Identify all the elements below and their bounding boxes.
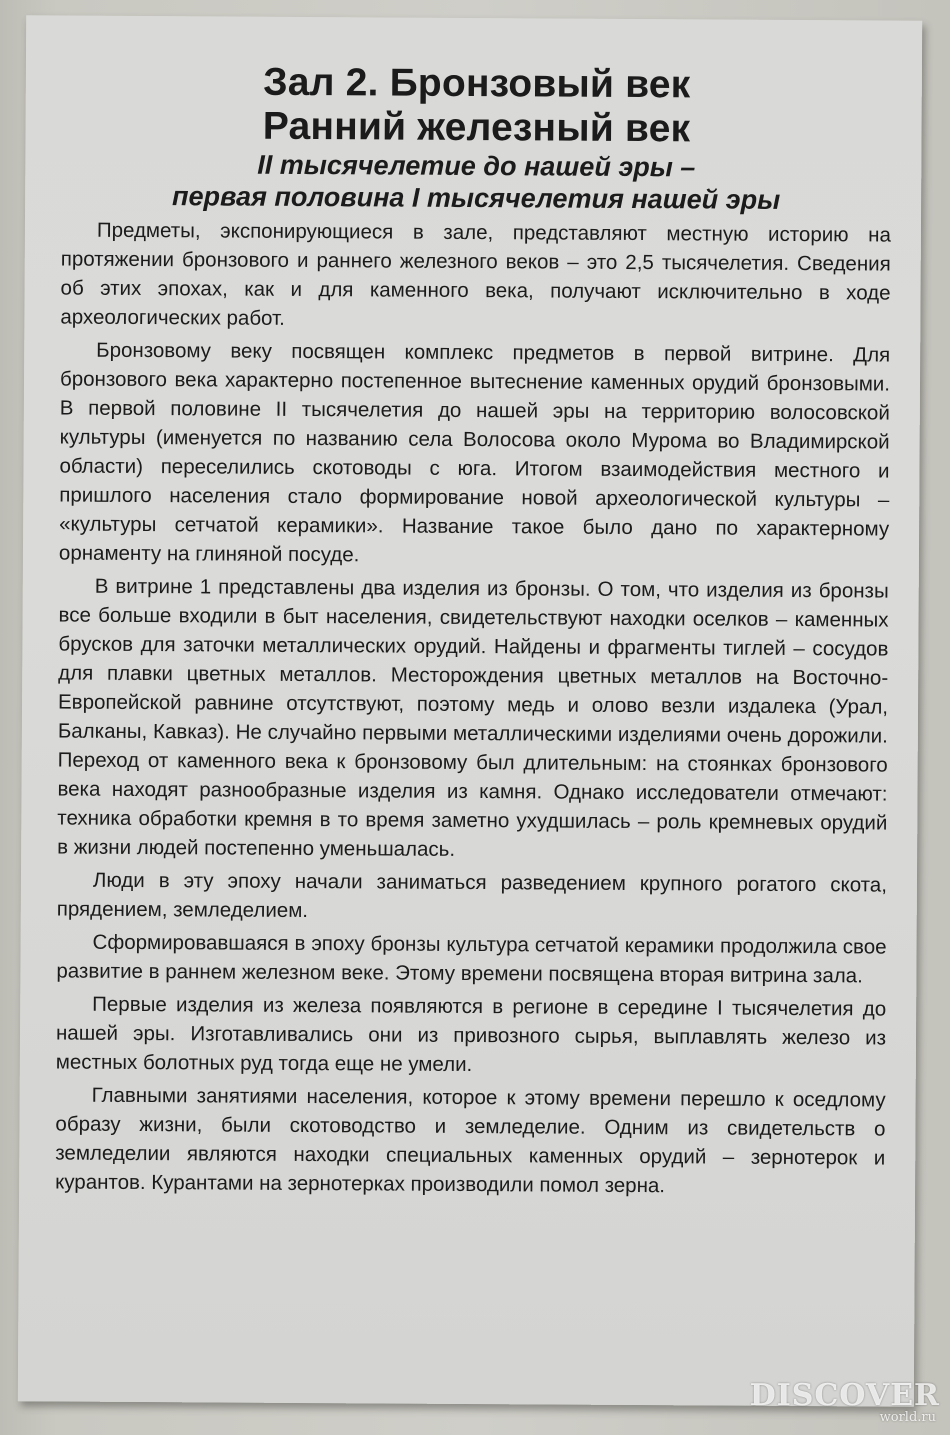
watermark-sub-text: world.ru [879,1410,936,1425]
paragraph: Предметы, экспонирующиеся в зале, представляют местную историю на протяжении бронзового и раннего железного веков – это 2,5 тысячелетия. Сведения об этих эпохах, как и для каменного века, получают исключительно в ходе археологических работ. [60,218,891,330]
watermark-main-text: DISCOVER [749,1378,940,1413]
sign-body [55,215,891,1201]
sign-content [55,59,892,1205]
hall-title-second-line: Ранний железный век [262,104,691,151]
period-subtitle: II тысячелетие до нашей эры – [257,149,696,183]
period-subtitle-second-line: первая половина I тысячелетия нашей эры [171,181,781,215]
paragraph: Люди в эту эпоху начали заниматься разведением крупного рогатого скота, прядением, земледелием. [56,868,888,923]
paragraph: Главными занятиями населения, которое к этому времени перешло к оседлому образу жизни, были скотоводство и земледелие. Одним из свидетельств о земледелии являются находки специальных каменных орудий – зернотерок и курантов. Курантами на зернотерках производили помол зерна. [55,1083,886,1198]
hall-title: Зал 2. Бронзовый век [263,60,691,107]
paragraph: Бронзовому веку посвящен комплекс предметов в первой витрине. Для бронзового века характерно постепенное вытеснение каменных орудий бронзовыми. В первой половине II тысячелетия до нашей эры на территорию волосовской культуры (именуется по названию села Волосова около Мурома во Владимирской области) переселились скотоводы с юга. Итогом взаимодействия местного и пришлого населения стало формирование новой археологической культуры – «культуры сетчатой керамики». Название такое было дано по характерному орнаменту на глиняной посуде. [58,338,891,567]
watermark-logo [749,1378,940,1425]
museum-sign-board [18,15,922,1406]
paragraph: Сформировавшаяся в эпоху бронзы культура сетчатой керамики продолжила свое развитие в раннем железном веке. Этому времени посвящена вторая витрина зала. [56,930,887,988]
paragraph: Первые изделия из железа появляются в регионе в середине I тысячелетия до нашей эры. Изготавливались они из привозного сырья, выплавлять железо из местных болотных руд тогда еще не умели. [55,992,887,1077]
paragraph: В витрине 1 представлены два изделия из бронзы. О том, что изделия из бронзы все больше входили в быт населения, свидетельствуют находки оселков – каменных брусков для заточки металлических орудий. Найдены и фрагменты тиглей – сосудов для плавки цветных металлов. Месторождения цветных металлов на Восточно-Европейской равнине отсутствуют, поэтому медь и олово везли издалека (Урал, Балканы, Кавказ). Не случайно первыми металлическими изделиями очень дорожили. Переход от каменного века к бронзовому был длительным: на стоянках бронзового века находят разнообразные изделия из камня. Однако исследователи отмечают: техника обработки кремня в то время заметно ухудшилась – роль кремневых орудий в жизни людей постепенно уменьшалась. [57,574,889,861]
